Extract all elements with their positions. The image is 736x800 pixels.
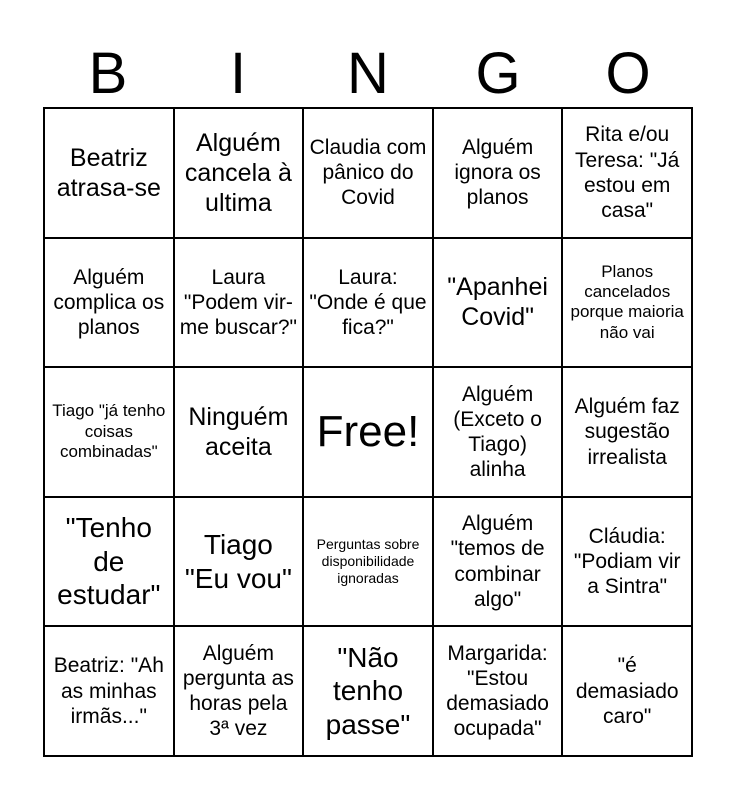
bingo-cell[interactable] xyxy=(562,626,692,756)
bingo-cell[interactable] xyxy=(433,108,563,238)
cell-text: Margarida: "Estou demasiado ocupada" xyxy=(446,641,549,741)
bingo-cell[interactable] xyxy=(174,626,304,756)
cell-text: Laura: "Onde é que fica?" xyxy=(309,265,427,339)
header-letter-o: O xyxy=(605,41,651,106)
bingo-cell[interactable] xyxy=(174,497,304,627)
bingo-cell[interactable] xyxy=(433,238,563,368)
cell-text: Ninguém aceita xyxy=(188,402,289,461)
bingo-cell[interactable] xyxy=(44,497,174,627)
cell-text: Claudia com pânico do Covid xyxy=(309,136,427,210)
bingo-cell[interactable] xyxy=(562,367,692,497)
bingo-header xyxy=(43,40,693,108)
cell-text: Perguntas sobre disponibilidade ignoradas xyxy=(316,536,420,586)
bingo-cell[interactable] xyxy=(44,626,174,756)
free-cell[interactable] xyxy=(303,367,433,497)
bingo-cell[interactable] xyxy=(174,367,304,497)
cell-text: Alguém "temos de combinar algo" xyxy=(450,512,545,611)
cell-text: Alguém pergunta as horas pela 3ª vez xyxy=(182,641,294,741)
bingo-cell[interactable] xyxy=(303,108,433,238)
cell-text: Alguém complica os planos xyxy=(53,265,165,339)
cell-text: Rita e/ou Teresa: "Já estou em casa" xyxy=(575,123,680,222)
free-text: Free! xyxy=(316,406,420,456)
bingo-cell[interactable] xyxy=(303,626,433,756)
bingo-cell[interactable] xyxy=(562,238,692,368)
bingo-cell[interactable] xyxy=(303,238,433,368)
bingo-cell[interactable] xyxy=(174,108,304,238)
cell-text: Beatriz: "Ah as minhas irmãs..." xyxy=(53,654,164,728)
bingo-cell[interactable] xyxy=(44,367,174,497)
cell-text: "é demasiado caro" xyxy=(575,654,679,728)
cell-text: Tiago "Eu vou" xyxy=(184,529,292,594)
cell-text: "Apanhei Covid" xyxy=(447,273,548,332)
bingo-cell[interactable] xyxy=(303,497,433,627)
bingo-cell[interactable] xyxy=(174,238,304,368)
bingo-cell[interactable] xyxy=(433,626,563,756)
cell-text: Tiago "já tenho coisas combinadas" xyxy=(52,401,166,462)
cell-text: Planos cancelados porque maioria não vai xyxy=(570,261,684,342)
cell-text: Alguém ignora os planos xyxy=(454,136,541,210)
bingo-cell[interactable] xyxy=(562,497,692,627)
header-letter-b: B xyxy=(88,41,128,106)
cell-text: Alguém (Exceto o Tiago) alinha xyxy=(453,382,542,482)
bingo-cell[interactable] xyxy=(44,108,174,238)
cell-text: Cláudia: "Podiam vir a Sintra" xyxy=(573,524,681,599)
cell-text: Alguém cancela à ultima xyxy=(184,128,292,217)
header-letter-n: N xyxy=(347,41,389,106)
bingo-cell[interactable] xyxy=(433,497,563,627)
header-letter-g: G xyxy=(475,41,521,106)
cell-text: Beatriz atrasa-se xyxy=(56,143,161,202)
bingo-cell[interactable] xyxy=(433,367,563,497)
cell-text: "Não tenho passe" xyxy=(325,641,411,740)
cell-text: Laura "Podem vir-me buscar?" xyxy=(179,265,297,339)
bingo-board xyxy=(43,107,693,757)
cell-text: "Tenho de estudar" xyxy=(57,512,161,611)
bingo-cell[interactable] xyxy=(44,238,174,368)
header-letter-i: I xyxy=(229,41,247,106)
cell-text: Alguém faz sugestão irrealista xyxy=(574,395,680,469)
bingo-cell[interactable] xyxy=(562,108,692,238)
